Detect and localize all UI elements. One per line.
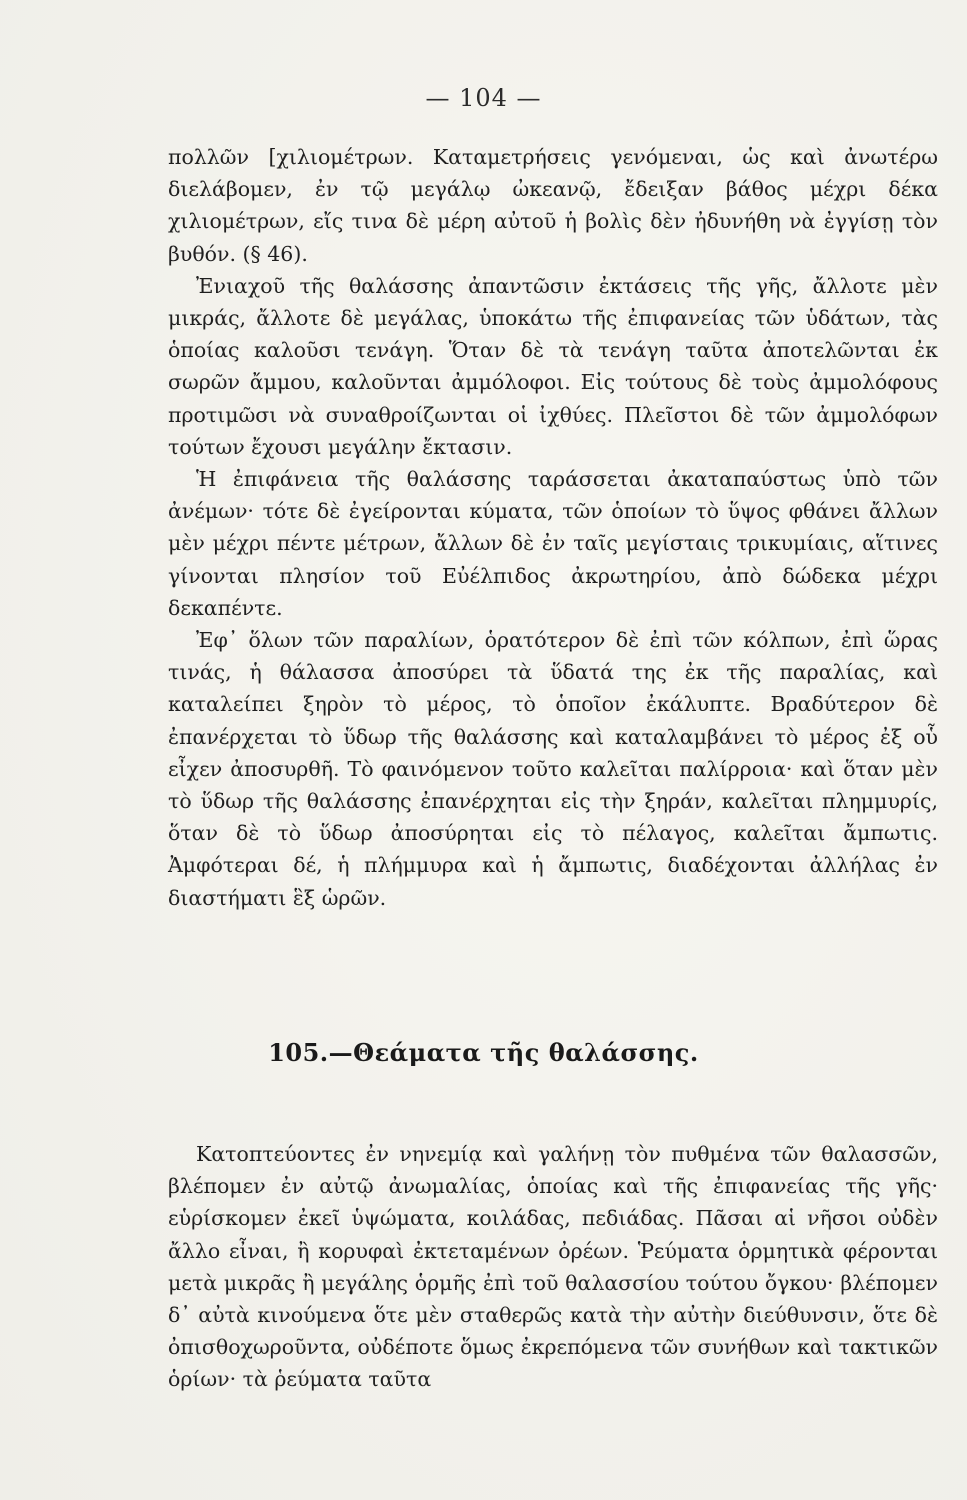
- paragraph: Κατοπτεύοντες ἐν νηνεμίᾳ καὶ γαλήνῃ τὸν πυθμένα τῶν θαλασσῶν, βλέπομεν ἐν αὐτῷ ἀνωμαλίας, ὁποίας καὶ τῆς ἐπιφανείας τῆς γῆς· εὑρίσκομεν ἐκεῖ ὑψώματα, κοιλάδας, πεδιάδας. Πᾶσαι αἱ νῆσοι οὐδὲν ἄλλο εἶναι, ἢ κορυφαὶ ἐκτεταμένων ὀρέων. Ῥεύματα ὁρμητικὰ φέρονται μετὰ μικρᾶς ἢ μεγάλης ὁρμῆς ἐπὶ τοῦ θαλασσίου τούτου ὄγκου· βλέπομεν δ᾽ αὐτὰ κινούμενα ὅτε μὲν σταθερῶς κατὰ τὴν αὐτὴν διεύθυνσιν, ὅτε δὲ ὀπισθοχωροῦντα, οὐδέποτε ὅμως ἐκρεπόμενα τῶν συνήθων καὶ τακτικῶν ὁρίων· τὰ ῥεύματα ταῦτα: [168, 1142, 938, 1392]
- text-section-1: [168, 141, 938, 914]
- text-section-2: [168, 1138, 938, 1396]
- paragraph: Ἡ ἐπιφάνεια τῆς θαλάσσης ταράσσεται ἀκαταπαύστως ὑπὸ τῶν ἀνέμων· τότε δὲ ἐγείρονται κύματα, τῶν ὁποίων τὸ ὕψος φθάνει ἄλλων μὲν μέχρι πέντε μέτρων, ἄλλων δὲ ἐν ταῖς μεγίσταις τρικυμίαις, αἵτινες γίνονται πλησίον τοῦ Εὐέλπιδος ἀκρωτηρίου, ἀπὸ δώδεκα μέχρι δεκαπέντε.: [168, 467, 938, 620]
- page-number: — 104 —: [425, 84, 542, 112]
- paragraph: Ἐφ᾽ ὅλων τῶν παραλίων, ὁρατότερον δὲ ἐπὶ τῶν κόλπων, ἐπὶ ὥρας τινάς, ἡ θάλασσα ἀποσύρει τὰ ὕδατά της ἐκ τῆς παραλίας, καὶ καταλείπει ξηρὸν τὸ μέρος, τὸ ὁποῖον ἐκάλυπτε. Βραδύτερον δὲ ἐπανέρχεται τὸ ὕδωρ τῆς θαλάσσης καὶ καταλαμβάνει τὸ μέρος ἐξ οὗ εἶχεν ἀποσυρθῆ. Τὸ φαινόμενον τοῦτο καλεῖται παλίρροια· καὶ ὅταν μὲν τὸ ὕδωρ τῆς θαλάσσης ἐπανέρχηται εἰς τὴν ξηράν, καλεῖται πλημμυρίς, ὅταν δὲ τὸ ὕδωρ ἀποσύρηται εἰς τὸ πέλαγος, καλεῖται ἄμπωτις. Ἀμφότεραι δέ, ἡ πλήμμυρα καὶ ἡ ἄμπωτις, διαδέχονται ἀλλήλας ἐν διαστήματι ἓξ ὡρῶν.: [168, 628, 938, 910]
- paragraph: πολλῶν [χιλιομέτρων. Καταμετρήσεις γενόμεναι, ὡς καὶ ἀνωτέρω διελάβομεν, ἐν τῷ μεγάλῳ ὠκεανῷ, ἔδειξαν βάθος μέχρι δέκα χιλιομέτρων, εἴς τινα δὲ μέρη αὐτοῦ ἡ βολὶς δὲν ἠδυνήθη νὰ ἐγγίσῃ τὸν βυθόν. (§ 46).: [168, 145, 938, 266]
- section-heading: 105.—Θεάματα τῆς θαλάσσης.: [268, 1038, 699, 1067]
- paragraph: Ἐνιαχοῦ τῆς θαλάσσης ἀπαντῶσιν ἐκτάσεις τῆς γῆς, ἄλλοτε μὲν μικράς, ἄλλοτε δὲ μεγάλας, ὑποκάτω τῆς ἐπιφανείας τῶν ὑδάτων, τὰς ὁποίας καλοῦσι τενάγη. Ὅταν δὲ τὰ τενάγη ταῦτα ἀποτελῶνται ἐκ σωρῶν ἄμμου, καλοῦνται ἀμμόλοφοι. Εἰς τούτους δὲ τοὺς ἀμμολόφους προτιμῶσι νὰ συναθροίζωνται οἱ ἰχθύες. Πλεῖστοι δὲ τῶν ἀμμολόφων τούτων ἔχουσι μεγάλην ἔκτασιν.: [168, 273, 938, 459]
